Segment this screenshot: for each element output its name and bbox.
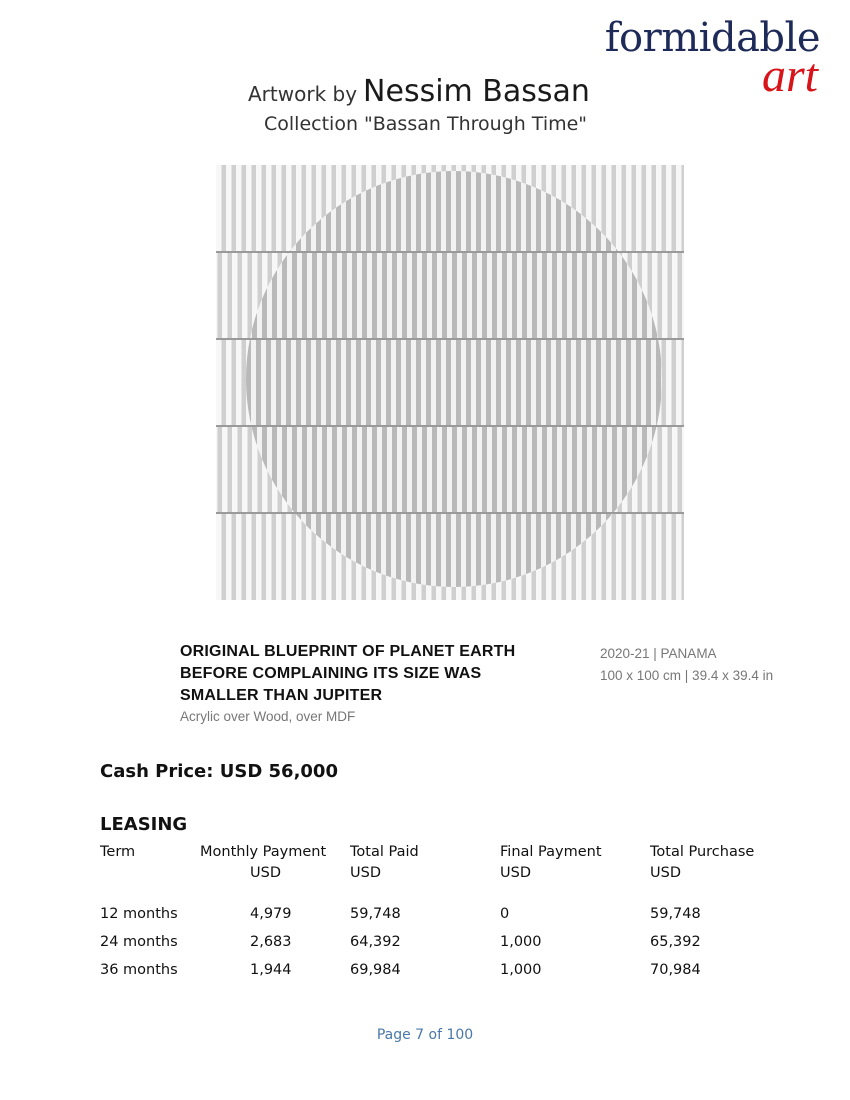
artwork-year-place: 2020-21 | PANAMA bbox=[600, 646, 717, 661]
unit-total-paid: USD bbox=[350, 865, 381, 881]
table-spacer bbox=[100, 884, 810, 900]
row-term: 24 months bbox=[100, 934, 178, 950]
artwork-by-label: Artwork by bbox=[248, 82, 358, 106]
row-final-payment: 0 bbox=[500, 906, 510, 922]
leasing-title: LEASING bbox=[100, 814, 188, 835]
row-final-payment: 1,000 bbox=[500, 934, 542, 950]
artwork-relief-pattern bbox=[216, 165, 684, 600]
table-row bbox=[100, 956, 810, 984]
header-total-paid: Total Paid bbox=[350, 844, 419, 860]
row-total-purchase: 65,392 bbox=[650, 934, 701, 950]
logo-wordmark-top: formidable bbox=[604, 15, 820, 61]
row-term: 36 months bbox=[100, 962, 178, 978]
row-monthly-payment: 2,683 bbox=[250, 934, 292, 950]
row-total-paid: 59,748 bbox=[350, 906, 401, 922]
artwork-image bbox=[216, 165, 684, 600]
row-term: 12 months bbox=[100, 906, 178, 922]
row-total-paid: 64,392 bbox=[350, 934, 401, 950]
row-final-payment: 1,000 bbox=[500, 962, 542, 978]
collection-name: Collection "Bassan Through Time" bbox=[264, 113, 588, 135]
row-total-purchase: 59,748 bbox=[650, 906, 701, 922]
page-number: Page 7 of 100 bbox=[376, 1027, 474, 1043]
table-row bbox=[100, 900, 810, 928]
artwork-dimensions: 100 x 100 cm | 39.4 x 39.4 in bbox=[600, 668, 774, 683]
artwork-medium: Acrylic over Wood, over MDF bbox=[180, 709, 356, 724]
header-term: Term bbox=[100, 844, 136, 860]
unit-monthly-payment: USD bbox=[250, 865, 281, 881]
header-final-payment: Final Payment bbox=[500, 844, 602, 860]
row-monthly-payment: 4,979 bbox=[250, 906, 292, 922]
leasing-header-row bbox=[100, 842, 810, 863]
leasing-unit-row bbox=[100, 863, 810, 884]
unit-total-purchase: USD bbox=[650, 865, 681, 881]
row-total-paid: 69,984 bbox=[350, 962, 401, 978]
header-total-purchase: Total Purchase bbox=[650, 844, 755, 860]
unit-term bbox=[100, 863, 200, 884]
cash-price: Cash Price: USD 56,000 bbox=[100, 761, 338, 782]
artwork-title-line-1: ORIGINAL BLUEPRINT OF PLANET EARTH bbox=[180, 643, 516, 660]
artist-line bbox=[248, 74, 668, 109]
unit-final-payment: USD bbox=[500, 865, 531, 881]
logo-wordmark-bottom: art bbox=[761, 49, 818, 102]
row-total-purchase: 70,984 bbox=[650, 962, 701, 978]
header-monthly-payment: Monthly Payment bbox=[200, 844, 327, 860]
artwork-details bbox=[600, 643, 773, 687]
row-monthly-payment: 1,944 bbox=[250, 962, 292, 978]
artwork-title-line-2: BEFORE COMPLAINING ITS SIZE WAS bbox=[180, 665, 482, 682]
artwork-title bbox=[180, 641, 560, 707]
leasing-table bbox=[100, 842, 810, 984]
artwork-title-line-3: SMALLER THAN JUPITER bbox=[180, 687, 383, 704]
artwork-caption bbox=[180, 641, 560, 724]
artwork-header bbox=[248, 74, 668, 135]
table-row bbox=[100, 928, 810, 956]
artist-name: Nessim Bassan bbox=[363, 74, 590, 109]
